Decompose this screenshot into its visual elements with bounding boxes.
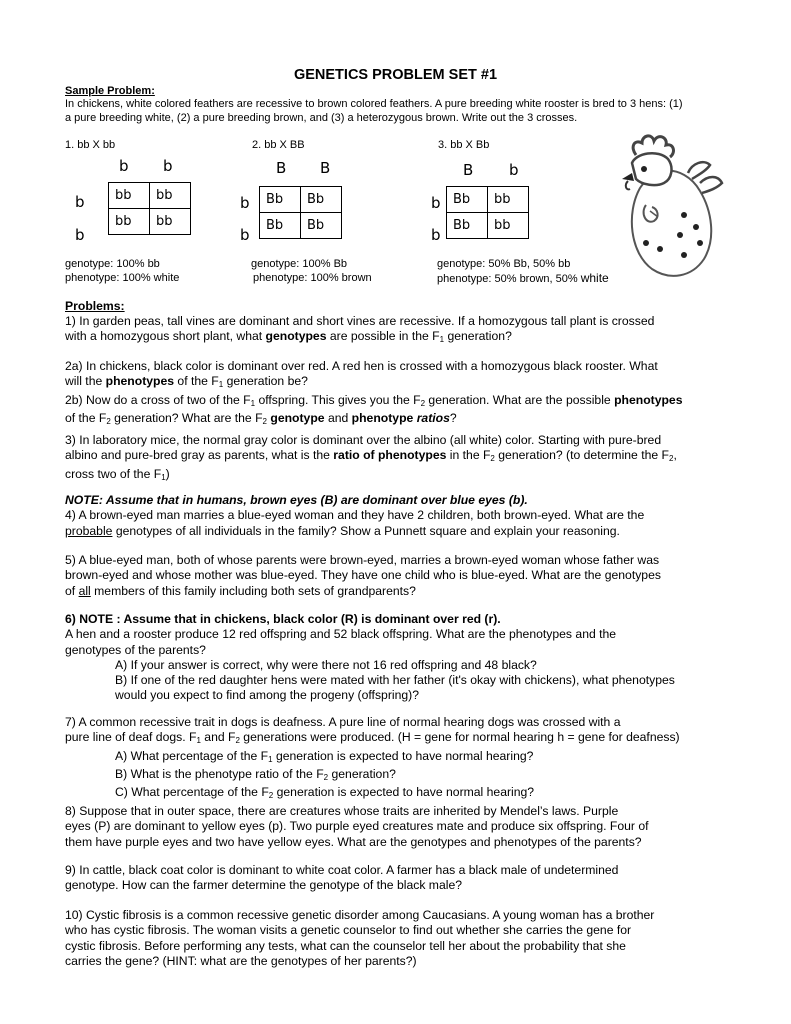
cross-1-row-allele-1: b	[75, 193, 85, 211]
sample-text-line-1: In chickens, white colored feathers are recessive to brown colored feathers. A pure breeding white rooster is bred to 3 hens: (1)	[65, 98, 683, 110]
page-title: GENETICS PROBLEM SET #1	[293, 67, 498, 83]
cross-2-genotype: genotype: 100% Bb	[251, 258, 348, 270]
cross-1-punnett-square	[108, 182, 191, 235]
cross-3-label: 3. bb X Bb	[438, 139, 490, 151]
problem-10: 10) Cystic fibrosis is a common recessive genetic disorder among Caucasians. A young woman has a brother who has cystic fibrosis. The woman visits a genetic counselor to find out whether she carries the gene for cystic fibrosis. Before performing any tests, what can the counselor tell her about the probability that she carries the gene? (HINT: what are the genotypes of her parents?)	[65, 908, 655, 968]
punnett-cell: Bb	[260, 187, 301, 213]
punnett-cell: Bb	[260, 213, 301, 239]
cross-3-genotype: genotype: 50% Bb, 50% bb	[437, 258, 571, 270]
cross-3-col-allele-1: B	[463, 161, 474, 179]
problem-9: 9) In cattle, black coat color is dominant to white coat color. A farmer has a black male of undetermined genotype. How can the farmer determine the genotype of the black male?	[65, 863, 619, 893]
problem-4: NOTE: Assume that in humans, brown eyes (B) are dominant over blue eyes (b). 4) A brown-eyed man marries a blue-eyed woman and they have 2 children, both brown-eyed. What are the probable genotypes of all individuals in the family? Show a Punnett square and explain your reasoning.	[65, 493, 645, 538]
cross-3-row-allele-2: b	[431, 226, 441, 244]
problem-2: 2a) In chickens, black color is dominant over red. A red hen is crossed with a homozygous black rooster. What will the phenotypes of the $F_1$ generation be? 2b) Now do a cross of two of the $F_1$ offspring. This gives you the $F_2$ generation. What are the possible phenotypes of the $F_2$ generation? What are the $F_2$ genotype and phenotype ratios?	[65, 359, 683, 426]
problems-heading: Problems:	[65, 299, 125, 313]
cross-3-col-allele-2: b	[509, 161, 519, 179]
problem-5: 5) A blue-eyed man, both of whose parents were brown-eyed, marries a brown-eyed woman whose father was brown-eyed and whose mother was blue-eyed. They have one child who is blue-eyed. What are the genotypes of all members of this family including both sets of grandparents?	[65, 553, 661, 598]
punnett-cell: bb	[109, 183, 150, 209]
cross-1-genotype: genotype: 100% bb	[65, 258, 160, 270]
punnett-cell: Bb	[301, 187, 342, 213]
punnett-cell: bb	[488, 187, 529, 213]
chicken-illustration	[618, 133, 724, 283]
punnett-cell: Bb	[301, 213, 342, 239]
cross-1-col-allele-2: b	[163, 157, 173, 175]
problem-1: 1) In garden peas, tall vines are dominant and short vines are recessive. If a homozygous tall plant is crossed with a homozygous short plant, what genotypes are possible in the $F_1$ generation?	[65, 314, 655, 345]
punnett-cell: bb	[488, 213, 529, 239]
cross-3-row-allele-1: b	[431, 194, 441, 212]
cross-2-col-allele-1: B	[276, 159, 287, 177]
problem-7: 7) A common recessive trait in dogs is deafness. A pure line of normal hearing dogs was crossed with a pure line of deaf dogs. $F_1$ and $F_2$ generations were produced. (H = gene for normal hearing h = gene for deafness) A) What percentage of the $F_1$ generation is expected to have normal hearing? B) What is the phenotype ratio of the $F_2$ generation? C) What percentage of the $F_2$ generation is expected to have normal hearing?	[65, 715, 680, 801]
cross-2-phenotype: phenotype: 100% brown	[253, 272, 372, 284]
problem-8: 8) Suppose that in outer space, there are creatures whose traits are inherited by Mendel’s laws. Purple eyes (P) are dominant to yellow eyes (p). Two purple eyed creatures mate and produce six offspring. Four of them have purple eyes and two have yellow eyes. What are the genotypes and phenotypes of the parents?	[65, 804, 649, 849]
sample-text-line-2: a pure breeding white, (2) a pure breeding brown, and (3) a heterozygous brown. Write out the 3 crosses.	[65, 112, 578, 124]
punnett-cell: Bb	[447, 187, 488, 213]
cross-2-label: 2. bb X BB	[252, 139, 305, 151]
punnett-cell: Bb	[447, 213, 488, 239]
cross-2-row-allele-2: b	[240, 226, 250, 244]
punnett-cell: bb	[150, 183, 191, 209]
cross-2-punnett-square	[259, 186, 342, 239]
cross-1-phenotype: phenotype: 100% white	[65, 272, 180, 284]
problem-6: 6) NOTE : Assume that in chickens, black color (R) is dominant over red (r). A hen and a rooster produce 12 red offspring and 52 black offspring. What are the phenotypes and the genotypes of the parents? A) If your answer is correct, why were there not 16 red offspring and 48 black? B) If one of the red daughter hens were mated with her father (it's okay with chickens), what phenotypes would you expect to find among the progeny (offspring)?	[65, 612, 675, 703]
sample-heading: Sample Problem:	[65, 85, 155, 97]
cross-2-col-allele-2: B	[320, 159, 331, 177]
punnett-cell: bb	[109, 209, 150, 235]
cross-1-row-allele-2: b	[75, 226, 85, 244]
cross-3-punnett-square	[446, 186, 529, 239]
cross-2-row-allele-1: b	[240, 194, 250, 212]
punnett-cell: bb	[150, 209, 191, 235]
cross-1-col-allele-1: b	[119, 157, 129, 175]
problem-3: 3) In laboratory mice, the normal gray color is dominant over the albino (all white) color. Starting with pure-bred albino and pure-bred gray as parents, what is the ratio of phenotypes in the $F_2$ generation? (to determine the $F_2$, cross two of the $F_1$)	[65, 433, 677, 482]
cross-3-phenotype: phenotype: 50% brown, 50% white	[437, 271, 609, 285]
cross-1-label: 1. bb X bb	[65, 139, 116, 151]
